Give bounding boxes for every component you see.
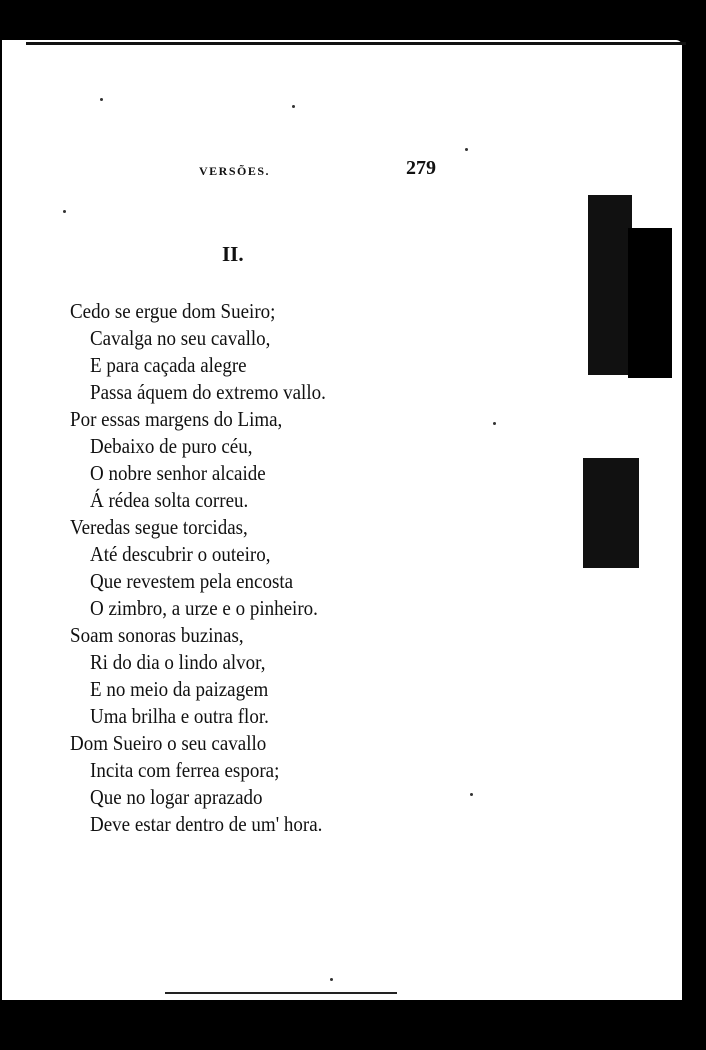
poem-line: Cavalga no seu cavallo,	[90, 327, 271, 351]
poem-line: Que no logar aprazado	[90, 786, 263, 810]
poem-line: Veredas segue torcidas,	[70, 516, 248, 540]
poem-line: Por essas margens do Lima,	[70, 408, 283, 432]
bottom-edge-rule	[165, 992, 397, 994]
poem-line: O nobre senhor alcaide	[90, 462, 266, 486]
poem-line: Debaixo de puro céu,	[90, 435, 253, 459]
poem-line: Dom Sueiro o seu cavallo	[70, 732, 267, 756]
page-number: 279	[406, 157, 436, 179]
scan-bottom-margin	[0, 1000, 706, 1050]
poem-line: Até descubrir o outeiro,	[90, 543, 271, 567]
running-head: VERSÕES.	[199, 164, 271, 178]
poem-line: Que revestem pela encosta	[90, 570, 294, 594]
poem-line: O zimbro, a urze e o pinheiro.	[90, 597, 318, 621]
poem-line: E para caçada alegre	[90, 354, 247, 378]
poem-line: E no meio da paizagem	[90, 678, 269, 702]
poem-line: Incita com ferrea espora;	[90, 759, 280, 783]
poem-line: Uma brilha e outra flor.	[90, 705, 269, 729]
scan-speck	[465, 148, 468, 151]
scan-speck	[470, 793, 473, 796]
poem-line: Deve estar dentro de um' hora.	[90, 813, 323, 837]
poem-line: Passa áquem do extremo vallo.	[90, 381, 326, 405]
scan-speck	[63, 210, 66, 213]
scan-blot	[690, 40, 706, 1015]
poem-line: Ri do dia o lindo alvor,	[90, 651, 266, 675]
section-number: II.	[222, 242, 244, 266]
poem-line: Á rédea solta correu.	[90, 489, 249, 513]
scan-blot	[588, 195, 632, 375]
scan-speck	[330, 978, 333, 981]
poem-line: Soam sonoras buzinas,	[70, 624, 244, 648]
scan-blot	[628, 228, 672, 378]
scan-speck	[292, 105, 295, 108]
top-edge-rule	[26, 42, 686, 45]
scan-blot	[583, 458, 639, 568]
scan-speck	[100, 98, 103, 101]
scan-speck	[493, 422, 496, 425]
poem-line: Cedo se ergue dom Sueiro;	[70, 300, 276, 324]
